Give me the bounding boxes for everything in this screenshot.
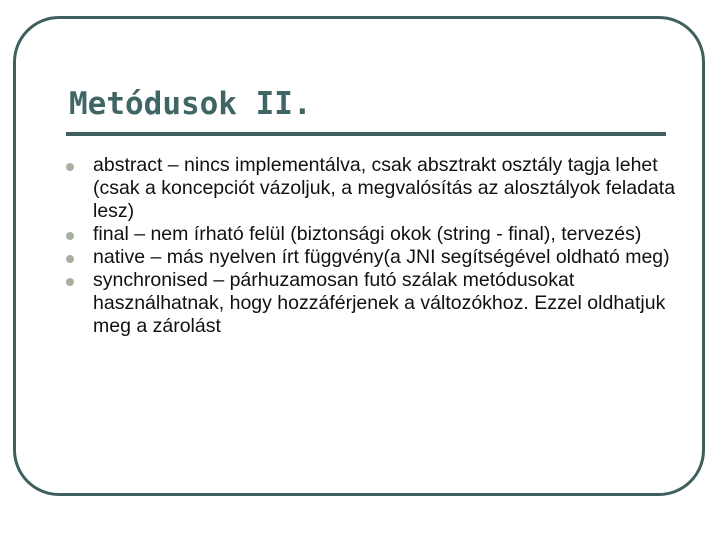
bullet-item-native	[93, 246, 683, 269]
bullet-item-synchronised	[93, 269, 683, 338]
bullet-item-abstract	[93, 154, 683, 223]
bullet-text: abstract – nincs implementálva, csak absztrakt osztály tagja lehet (csak a koncepciót vázoljuk, a megvalósítás az alosztályok feladata lesz)	[93, 154, 676, 222]
bullet-text: synchronised – párhuzamosan futó szálak metódusokat használhatnak, hogy hozzáférjenek a változókhoz. Ezzel oldhatjuk meg a zárolást	[93, 269, 666, 337]
bullet-text: native – más nyelven írt függvény(a JNI segítségével oldható meg)	[93, 246, 670, 268]
slide-title: Metódusok II.	[69, 86, 312, 122]
title-underline	[66, 132, 666, 136]
bullet-item-final	[93, 223, 683, 246]
bullet-dot-icon	[66, 232, 74, 240]
bullet-text: final – nem írható felül (biztonsági okok (string - final), tervezés)	[93, 223, 642, 245]
bullet-list	[93, 154, 683, 338]
bullet-dot-icon	[66, 255, 74, 263]
bullet-dot-icon	[66, 163, 74, 171]
bullet-dot-icon	[66, 278, 74, 286]
